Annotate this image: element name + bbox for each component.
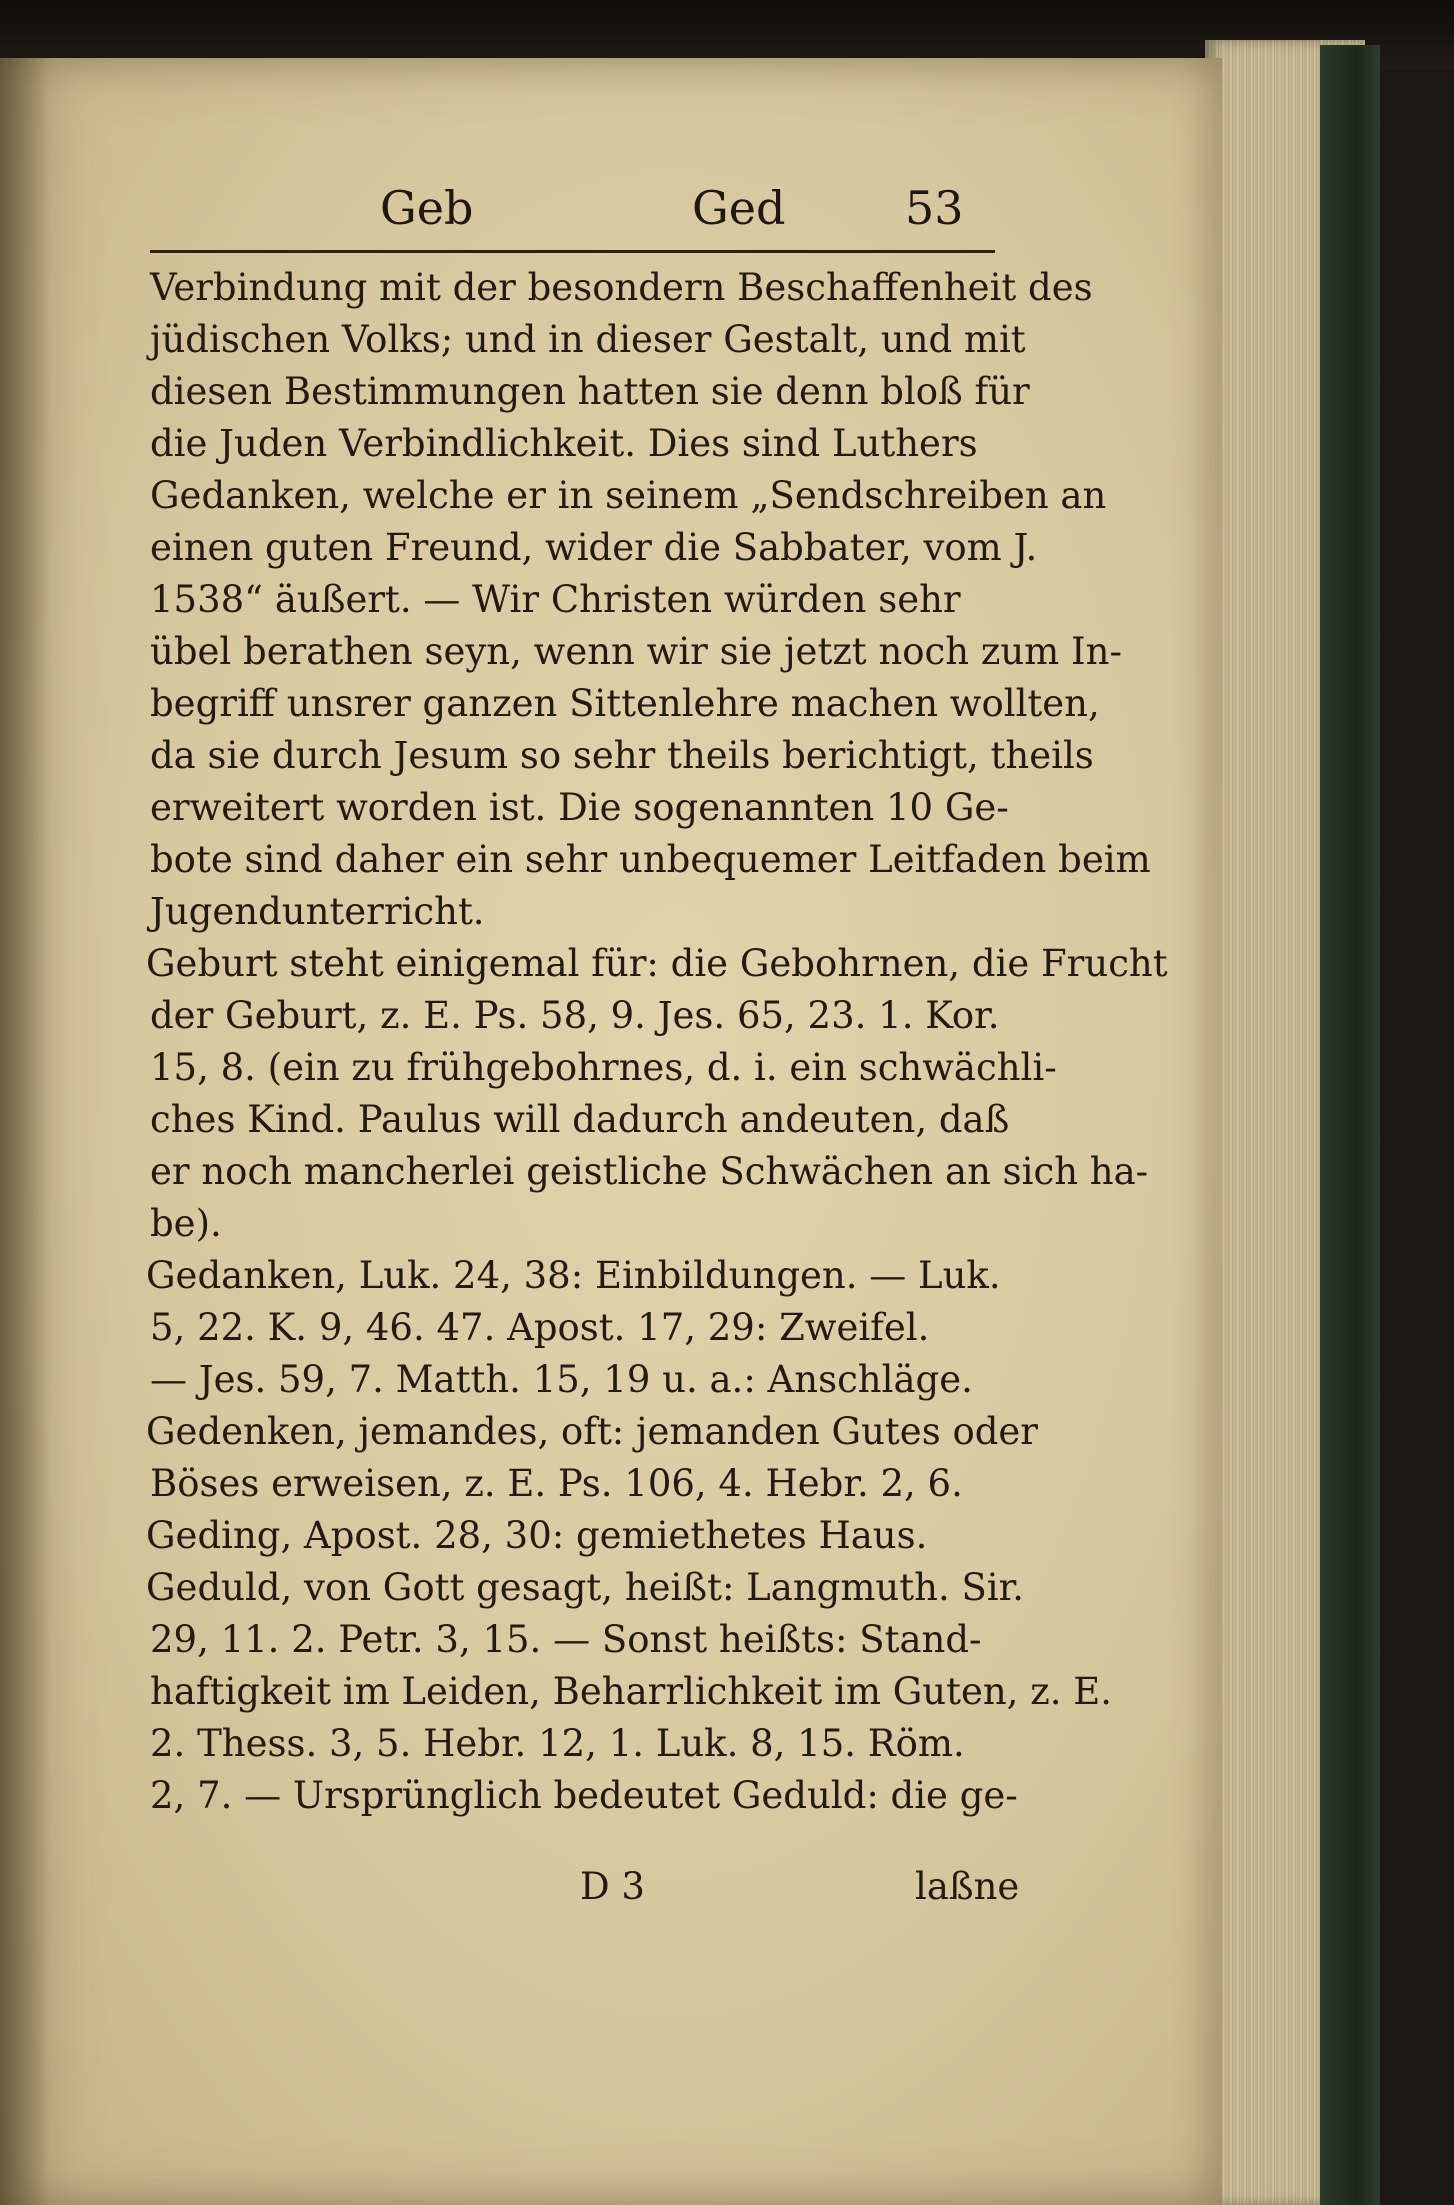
text-line: 5, 22. K. 9, 46. 47. Apost. 17, 29: Zweifel.: [150, 1306, 930, 1349]
text-line: 1538“ äußert. — Wir Christen würden sehr: [150, 578, 961, 621]
header-rule: [150, 250, 995, 253]
text-line: erweitert worden ist. Die sogenannten 10 Ge-: [150, 786, 1009, 829]
text-line: einen guten Freund, wider die Sabbater, vom J.: [150, 526, 1038, 569]
text-line: ches Kind. Paulus will dadurch andeuten, daß: [150, 1098, 1010, 1141]
text-line: 2, 7. — Ursprünglich bedeutet Geduld: die ge-: [150, 1774, 1018, 1817]
text-line: 2. Thess. 3, 5. Hebr. 12, 1. Luk. 8, 15. Röm.: [150, 1722, 965, 1765]
text-line: übel berathen seyn, wenn wir sie jetzt noch zum In-: [150, 630, 1122, 673]
text-line: er noch mancherlei geistliche Schwächen an sich ha-: [150, 1150, 1149, 1193]
text-line: begriff unsrer ganzen Sittenlehre machen wollten,: [150, 682, 1100, 725]
text-line: — Jes. 59, 7. Matth. 15, 19 u. a.: Anschläge.: [150, 1358, 973, 1401]
text-line: bote sind daher ein sehr unbequemer Leitfaden beim: [150, 838, 1151, 881]
text-line: 15, 8. (ein zu frühgebohrnes, d. i. ein schwächli-: [150, 1046, 1057, 1089]
text-line: Verbindung mit der besondern Beschaffenheit des: [150, 266, 1093, 309]
text-line: be).: [150, 1202, 222, 1245]
text-line: Böses erweisen, z. E. Ps. 106, 4. Hebr. 2, 6.: [150, 1462, 963, 1505]
entry-geduld: Geduld, von Gott gesagt, heißt: Langmuth. Sir.: [146, 1566, 1025, 1609]
text-line: die Juden Verbindlichkeit. Dies sind Luthers: [150, 422, 978, 465]
entry-gedanken: Gedanken, Luk. 24, 38: Einbildungen. — Luk.: [146, 1254, 1001, 1297]
text-line: der Geburt, z. E. Ps. 58, 9. Jes. 65, 23. 1. Kor.: [150, 994, 1000, 1037]
page-number: 53: [905, 181, 964, 235]
signature-mark: D 3: [580, 1865, 645, 1908]
running-head-center: Ged: [692, 181, 786, 235]
text-line: jüdischen Volks; und in dieser Gestalt, und mit: [150, 318, 1026, 361]
gutter-shadow: [0, 58, 50, 2205]
entry-geding: Geding, Apost. 28, 30: gemiethetes Haus.: [146, 1514, 928, 1557]
text-line: diesen Bestimmungen hatten sie denn bloß für: [150, 370, 1030, 413]
entry-geburt: Geburt steht einigemal für: die Gebohrnen, die Frucht: [146, 942, 1168, 985]
entry-gedenken: Gedenken, jemandes, oft: jemanden Gutes oder: [146, 1410, 1038, 1453]
book-cover: [1320, 45, 1380, 2205]
text-line: Gedanken, welche er in seinem „Sendschreiben an: [150, 474, 1107, 517]
catchword: laßne: [915, 1865, 1020, 1908]
text-line: Jugendunterricht.: [150, 890, 485, 933]
text-line: 29, 11. 2. Petr. 3, 15. — Sonst heißts: Stand-: [150, 1618, 982, 1661]
body-text: [146, 262, 1168, 1822]
text-line: haftigkeit im Leiden, Beharrlichkeit im Guten, z. E.: [150, 1670, 1112, 1713]
text-line: da sie durch Jesum so sehr theils berichtigt, theils: [150, 734, 1094, 777]
running-head-left: Geb: [380, 181, 474, 235]
